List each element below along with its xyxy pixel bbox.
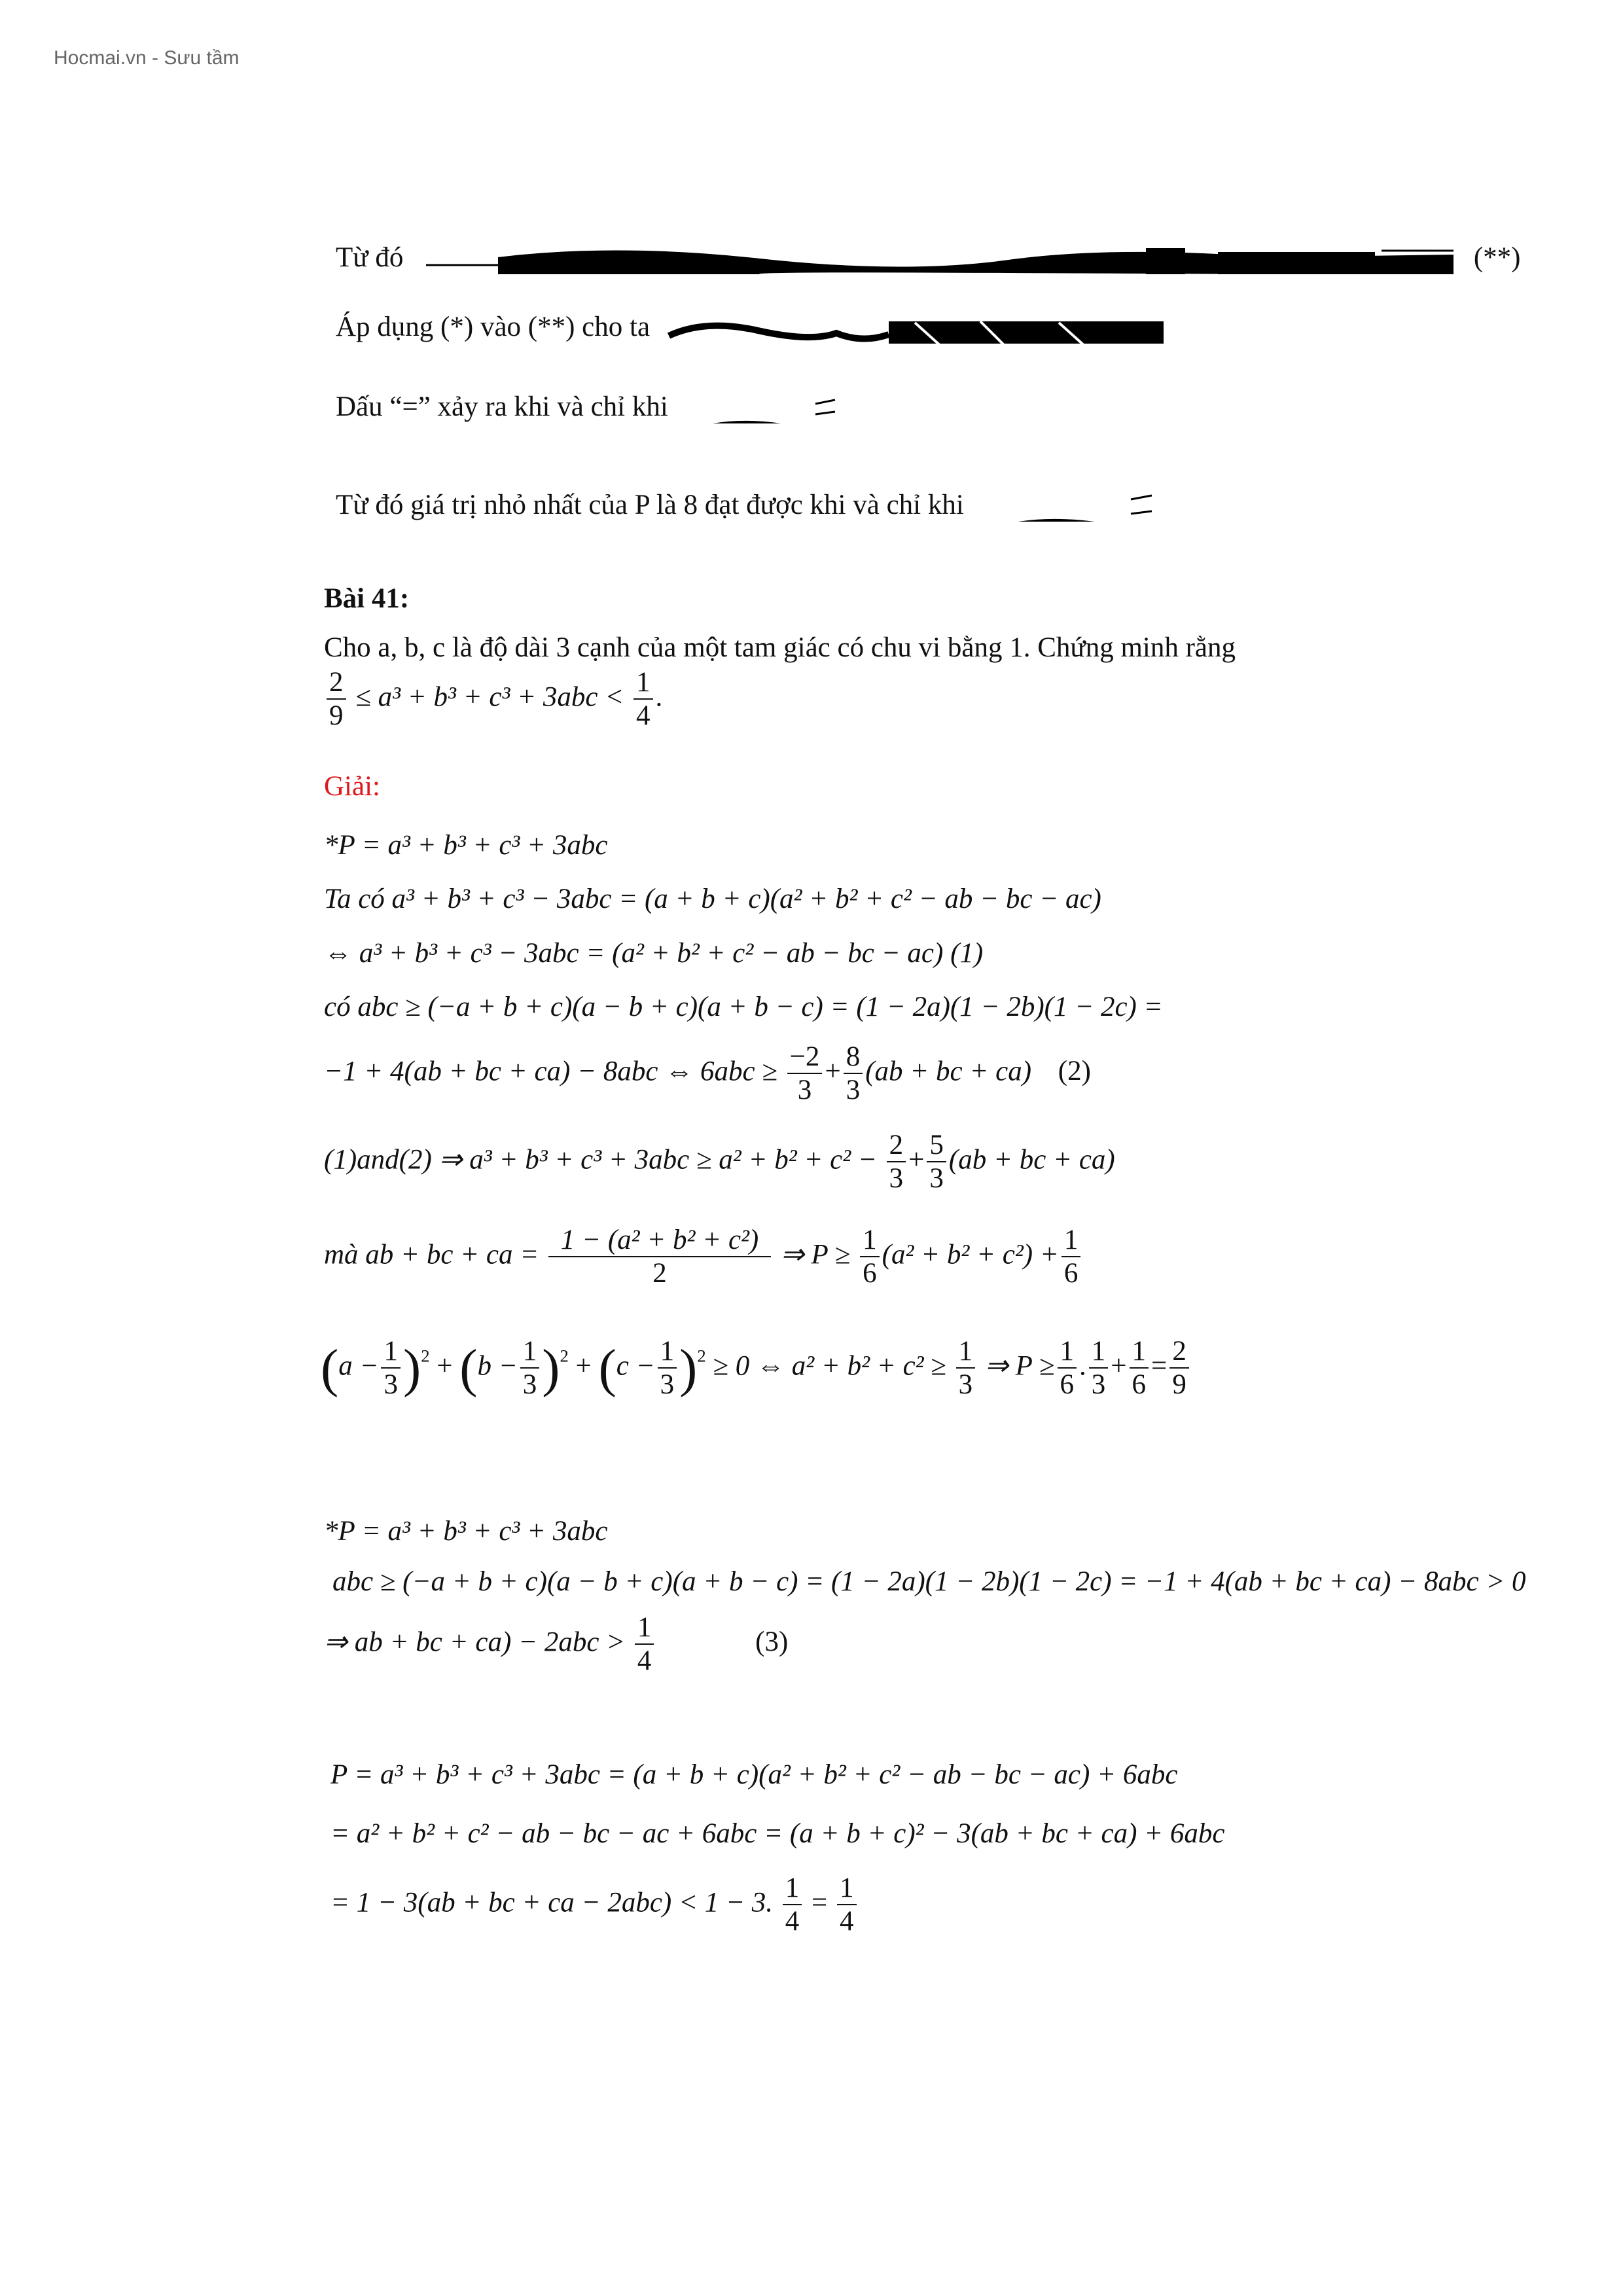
fraction: $\frac{2}{9}$ — [327, 666, 346, 732]
problem-title: Bài 41: — [324, 583, 410, 614]
fraction: $\frac{1}{3}$ — [381, 1335, 401, 1401]
solution-line-1: *P = a³ + b³ + c³ + 3abc — [324, 830, 608, 861]
fraction: $\frac{1}{3}$ — [956, 1335, 976, 1401]
fraction: $\frac{1}{3}$ — [520, 1335, 540, 1401]
fraction: $\frac{1}{6}$ — [1130, 1335, 1149, 1401]
fraction: $\frac{1}{4}$ — [837, 1872, 857, 1938]
solution-line-9: *P = a³ + b³ + c³ + 3abc — [324, 1516, 608, 1547]
intro-line-2 — [336, 313, 1177, 344]
problem-inequality: $\frac{2}{9}$ ≤ a³ + b³ + c³ + 3abc < $\frac{1}{4}$ . — [324, 666, 662, 732]
fraction: $\frac{8}{3}$ — [844, 1041, 863, 1107]
page-header-source: Hocmai.vn - Sưu tầm — [54, 47, 240, 69]
solution-line-8: (a − $\frac{1}{3}$ )$^2$ + (b − $\frac{1}{3}$ )$^2$ + (c − $\frac{1}{3}$ )$^2$ ≥ 0 ⇔ a² + b² + c² ≥ $\frac{1}{3}$ ⇒ P ≥ $\frac{1}{6}$ . $\frac{1}{3}$ + $\frac{1}{6}$ = $\frac{2}{9}$ — [321, 1335, 1192, 1401]
intro-line-4 — [336, 491, 1177, 522]
solution-line-4: có abc ≥ (−a + b + c)(a − b + c)(a + b − c) = (1 − 2a)(1 − 2b)(1 − 2c) = — [324, 992, 1163, 1022]
intro-line-3-text: Dấu “=” xảy ra khi và chỉ khi — [336, 391, 668, 422]
intro-line-3 — [336, 393, 855, 423]
solution-line-3: ⇔ a³ + b³ + c³ − 3abc = (a² + b² + c² − ab − bc − ac) (1) — [324, 938, 984, 969]
fraction: $\frac{2}{3}$ — [887, 1129, 906, 1195]
solution-line-11: ⇒ ab + bc + ca) − 2abc > $\frac{1}{4}$ (3) — [324, 1612, 789, 1677]
intro-line-1 — [336, 243, 1520, 274]
intro-line-1-tag: (**) — [1473, 242, 1521, 273]
intro-line-2-text: Áp dụng (*) vào (**) cho ta — [336, 312, 651, 342]
solution-line-2: Ta có a³ + b³ + c³ − 3abc = (a + b + c)(a² + b² + c² − ab − bc − ac) — [324, 884, 1101, 914]
fraction: $\frac{-2}{3}$ — [787, 1041, 823, 1107]
solution-line-13: = a² + b² + c² − ab − bc − ac + 6abc = (a + b + c)² − 3(ab + bc + ca) + 6abc — [330, 1818, 1225, 1849]
solution-line-10: abc ≥ (−a + b + c)(a − b + c)(a + b − c) = (1 − 2a)(1 − 2b)(1 − 2c) = −1 + 4(ab + bc + ca) − 8abc > 0 — [332, 1566, 1526, 1597]
fraction: $\frac{1}{4}$ — [783, 1872, 802, 1938]
garbled-formula-image — [666, 315, 1177, 344]
fraction: $\frac{2}{9}$ — [1169, 1335, 1189, 1401]
intro-line-1-text: Từ đó — [336, 242, 404, 273]
fraction: $\frac{5}{3}$ — [927, 1129, 946, 1195]
fraction: $\frac{1}{6}$ — [1058, 1335, 1077, 1401]
solution-line-5: −1 + 4(ab + bc + ca) − 8abc ⇔ 6abc ≥ $\frac{-2}{3}$ + $\frac{8}{3}$ (ab + bc + ca) (2) — [324, 1041, 1091, 1106]
fraction: $\frac{1}{4}$ — [633, 666, 653, 732]
garbled-formula-image — [685, 395, 855, 423]
solution-line-7: mà ab + bc + ca = $\frac{\text{1 − (a² + b² + c²)}}{2}$ ⇒ P ≥ $\frac{1}{6}$ (a² + b² + c²) + $\frac{1}{6}$ — [324, 1224, 1083, 1290]
fraction: $\frac{1}{6}$ — [860, 1224, 880, 1290]
fraction: $\frac{1}{3}$ — [1089, 1335, 1109, 1401]
solution-line-12: P = a³ + b³ + c³ + 3abc = (a + b + c)(a² + b² + c² − ab − bc − ac) + 6abc — [330, 1759, 1178, 1790]
solution-label: Giải: — [324, 771, 380, 802]
fraction: $\frac{1}{3}$ — [658, 1335, 677, 1401]
solution-line-6: (1)and(2) ⇒ a³ + b³ + c³ + 3abc ≥ a² + b² + c² − $\frac{2}{3}$ + $\frac{5}{3}$ (ab + bc + ca) — [324, 1130, 1115, 1194]
solution-line-14: = 1 − 3(ab + bc + ca − 2abc) < 1 − 3. $\frac{1}{4}$ = $\frac{1}{4}$ — [330, 1872, 859, 1938]
intro-line-4-text: Từ đó giá trị nhỏ nhất của P là 8 đạt được khi và chỉ khi — [336, 490, 964, 520]
garbled-formula-image — [419, 245, 1460, 274]
garbled-formula-image — [980, 493, 1177, 522]
fraction: $\frac{1}{4}$ — [635, 1611, 654, 1677]
fraction: $\frac{\text{1 − (a² + b² + c²)}}{2}$ — [548, 1224, 771, 1290]
problem-statement: Cho a, b, c là độ dài 3 cạnh của một tam giác có chu vi bằng 1. Chứng minh rằng — [324, 632, 1236, 663]
fraction: $\frac{1}{6}$ — [1061, 1224, 1081, 1290]
